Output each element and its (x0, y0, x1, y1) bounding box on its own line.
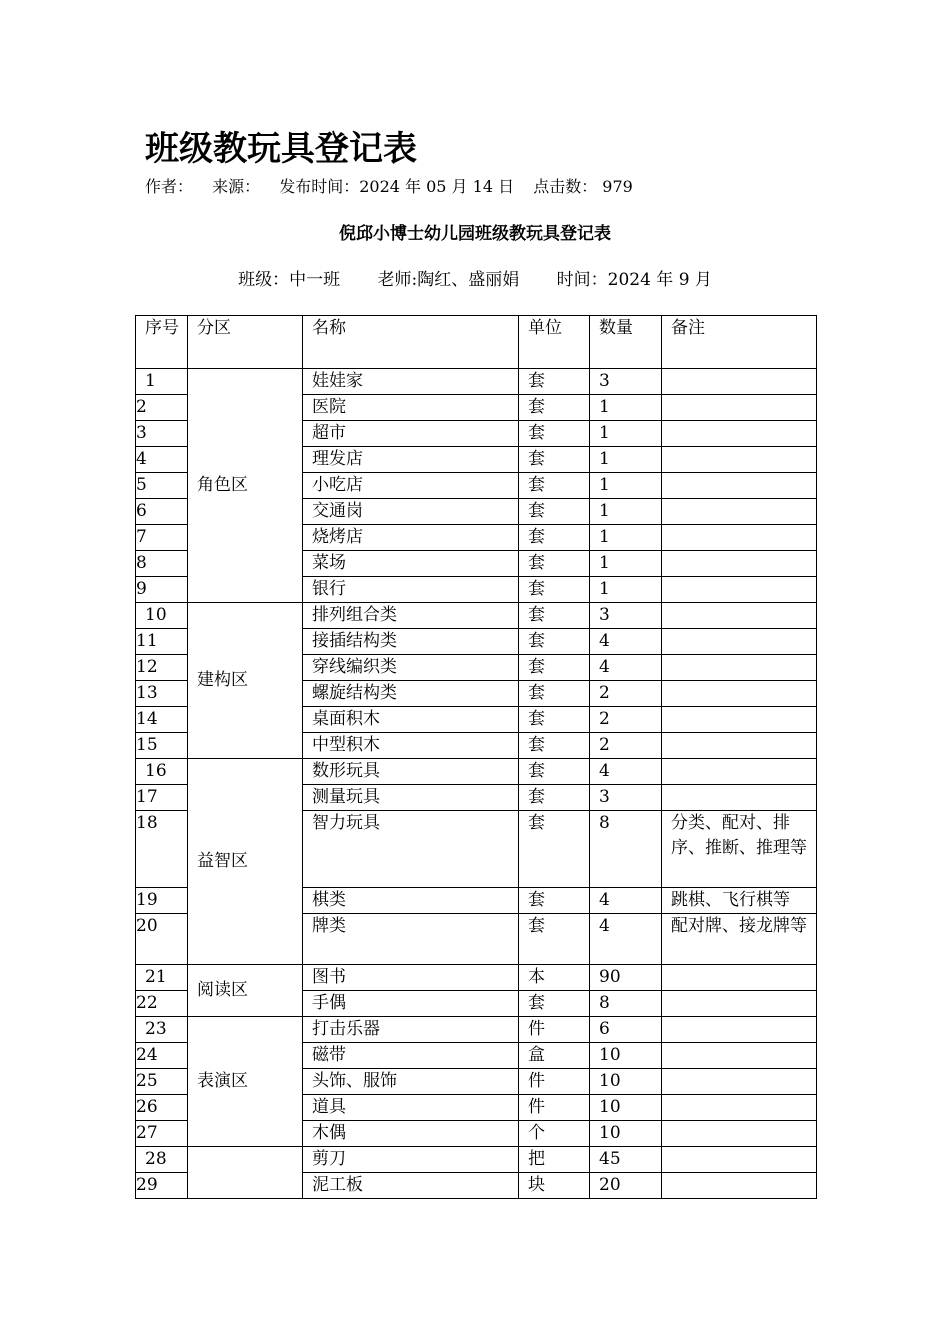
unit-cell: 套 (519, 421, 590, 447)
item-name-cell: 牌类 (303, 914, 519, 965)
serial-cell: 9 (136, 577, 188, 603)
serial-cell: 3 (136, 421, 188, 447)
serial-cell: 7 (136, 525, 188, 551)
note-cell (662, 1147, 817, 1173)
quantity-cell: 4 (590, 888, 662, 914)
teacher-label: 老师:陶红、盛丽娟 (377, 270, 520, 290)
unit-cell: 套 (519, 655, 590, 681)
note-cell (662, 785, 817, 811)
note-cell: 分类、配对、排序、推断、推理等 (662, 811, 817, 888)
zone-cell: 建构区 (188, 603, 303, 759)
serial-cell: 17 (136, 785, 188, 811)
quantity-cell: 10 (590, 1095, 662, 1121)
note-cell (662, 759, 817, 785)
quantity-cell: 1 (590, 525, 662, 551)
serial-cell: 24 (136, 1043, 188, 1069)
quantity-cell: 1 (590, 473, 662, 499)
quantity-cell: 1 (590, 447, 662, 473)
unit-cell: 套 (519, 991, 590, 1017)
quantity-cell: 4 (590, 759, 662, 785)
quantity-cell: 4 (590, 655, 662, 681)
quantity-cell: 2 (590, 733, 662, 759)
serial-cell: 19 (136, 888, 188, 914)
unit-cell: 套 (519, 577, 590, 603)
quantity-cell: 3 (590, 603, 662, 629)
page-title: 班级教玩具登记表 (145, 129, 417, 169)
item-name-cell: 手偶 (303, 991, 519, 1017)
item-name-cell: 排列组合类 (303, 603, 519, 629)
item-name-cell: 打击乐器 (303, 1017, 519, 1043)
note-cell (662, 965, 817, 991)
unit-cell: 把 (519, 1147, 590, 1173)
note-cell (662, 473, 817, 499)
item-name-cell: 棋类 (303, 888, 519, 914)
unit-cell: 套 (519, 785, 590, 811)
item-name-cell: 测量玩具 (303, 785, 519, 811)
zone-cell: 角色区 (188, 369, 303, 603)
quantity-cell: 8 (590, 991, 662, 1017)
class-info (0, 268, 950, 292)
unit-cell: 套 (519, 525, 590, 551)
unit-cell: 套 (519, 447, 590, 473)
serial-cell: 5 (136, 473, 188, 499)
serial-cell: 8 (136, 551, 188, 577)
item-name-cell: 穿线编织类 (303, 655, 519, 681)
table-row (136, 1017, 817, 1043)
note-cell (662, 577, 817, 603)
unit-cell: 盒 (519, 1043, 590, 1069)
serial-cell: 10 (136, 603, 188, 629)
zone-cell: 益智区 (188, 759, 303, 965)
quantity-cell: 1 (590, 421, 662, 447)
serial-cell: 25 (136, 1069, 188, 1095)
serial-cell: 4 (136, 447, 188, 473)
note-cell (662, 707, 817, 733)
header-note: 备注 (662, 316, 817, 369)
unit-cell: 件 (519, 1069, 590, 1095)
quantity-cell: 1 (590, 577, 662, 603)
note-cell (662, 1017, 817, 1043)
item-name-cell: 道具 (303, 1095, 519, 1121)
zone-cell: 阅读区 (188, 965, 303, 1017)
unit-cell: 套 (519, 473, 590, 499)
author-label: 作者： (145, 177, 194, 196)
serial-cell: 14 (136, 707, 188, 733)
zone-cell (188, 1147, 303, 1199)
table-row (136, 759, 817, 785)
table-body (136, 369, 817, 1199)
serial-cell: 28 (136, 1147, 188, 1173)
table-row (136, 1147, 817, 1173)
note-cell (662, 629, 817, 655)
quantity-cell: 6 (590, 1017, 662, 1043)
unit-cell: 块 (519, 1173, 590, 1199)
serial-cell: 1 (136, 369, 188, 395)
serial-cell: 18 (136, 811, 188, 888)
item-name-cell: 桌面积木 (303, 707, 519, 733)
header-quantity: 数量 (590, 316, 662, 369)
serial-cell: 15 (136, 733, 188, 759)
note-cell (662, 1095, 817, 1121)
quantity-cell: 1 (590, 395, 662, 421)
note-cell (662, 421, 817, 447)
unit-cell: 套 (519, 551, 590, 577)
item-name-cell: 中型积木 (303, 733, 519, 759)
unit-cell: 套 (519, 811, 590, 888)
note-cell (662, 1069, 817, 1095)
quantity-cell: 4 (590, 914, 662, 965)
note-cell (662, 395, 817, 421)
item-name-cell: 剪刀 (303, 1147, 519, 1173)
unit-cell: 套 (519, 707, 590, 733)
item-name-cell: 图书 (303, 965, 519, 991)
serial-cell: 21 (136, 965, 188, 991)
note-cell (662, 1043, 817, 1069)
item-name-cell: 头饰、服饰 (303, 1069, 519, 1095)
note-cell (662, 733, 817, 759)
item-name-cell: 菜场 (303, 551, 519, 577)
unit-cell: 套 (519, 629, 590, 655)
serial-cell: 16 (136, 759, 188, 785)
item-name-cell: 烧烤店 (303, 525, 519, 551)
serial-cell: 23 (136, 1017, 188, 1043)
quantity-cell: 10 (590, 1069, 662, 1095)
publish-time: 发布时间：2024 年 05 月 14 日 (279, 177, 515, 196)
note-cell (662, 655, 817, 681)
item-name-cell: 小吃店 (303, 473, 519, 499)
item-name-cell: 接插结构类 (303, 629, 519, 655)
note-cell (662, 499, 817, 525)
source-label: 来源： (212, 177, 261, 196)
zone-cell: 表演区 (188, 1017, 303, 1147)
unit-cell: 套 (519, 914, 590, 965)
header-serial: 序号 (136, 316, 188, 369)
note-cell (662, 369, 817, 395)
unit-cell: 套 (519, 369, 590, 395)
header-unit: 单位 (519, 316, 590, 369)
quantity-cell: 4 (590, 629, 662, 655)
item-name-cell: 超市 (303, 421, 519, 447)
serial-cell: 22 (136, 991, 188, 1017)
header-name: 名称 (303, 316, 519, 369)
unit-cell: 套 (519, 759, 590, 785)
note-cell (662, 991, 817, 1017)
item-name-cell: 娃娃家 (303, 369, 519, 395)
note-cell: 配对牌、接龙牌等 (662, 914, 817, 965)
unit-cell: 本 (519, 965, 590, 991)
serial-cell: 27 (136, 1121, 188, 1147)
quantity-cell: 10 (590, 1043, 662, 1069)
header-zone: 分区 (188, 316, 303, 369)
note-cell (662, 1173, 817, 1199)
quantity-cell: 8 (590, 811, 662, 888)
item-name-cell: 木偶 (303, 1121, 519, 1147)
serial-cell: 13 (136, 681, 188, 707)
unit-cell: 套 (519, 499, 590, 525)
document-heading: 倪邱小博士幼儿园班级教玩具登记表 (339, 224, 611, 244)
note-cell (662, 525, 817, 551)
quantity-cell: 3 (590, 369, 662, 395)
time-label: 时间：2024 年 9 月 (556, 270, 712, 290)
quantity-cell: 90 (590, 965, 662, 991)
table-row (136, 369, 817, 395)
serial-cell: 11 (136, 629, 188, 655)
quantity-cell: 1 (590, 551, 662, 577)
item-name-cell: 医院 (303, 395, 519, 421)
quantity-cell: 45 (590, 1147, 662, 1173)
note-cell (662, 681, 817, 707)
unit-cell: 套 (519, 733, 590, 759)
note-cell: 跳棋、飞行棋等 (662, 888, 817, 914)
click-count: 点击数： 979 (533, 177, 633, 196)
quantity-cell: 1 (590, 499, 662, 525)
unit-cell: 套 (519, 395, 590, 421)
serial-cell: 20 (136, 914, 188, 965)
item-name-cell: 理发店 (303, 447, 519, 473)
note-cell (662, 1121, 817, 1147)
item-name-cell: 数形玩具 (303, 759, 519, 785)
article-meta (145, 176, 647, 198)
unit-cell: 套 (519, 603, 590, 629)
serial-cell: 6 (136, 499, 188, 525)
quantity-cell: 2 (590, 707, 662, 733)
note-cell (662, 551, 817, 577)
quantity-cell: 2 (590, 681, 662, 707)
item-name-cell: 银行 (303, 577, 519, 603)
quantity-cell: 3 (590, 785, 662, 811)
unit-cell: 件 (519, 1017, 590, 1043)
table-row (136, 603, 817, 629)
quantity-cell: 20 (590, 1173, 662, 1199)
serial-cell: 12 (136, 655, 188, 681)
table-header-row (136, 316, 817, 369)
note-cell (662, 603, 817, 629)
item-name-cell: 交通岗 (303, 499, 519, 525)
quantity-cell: 10 (590, 1121, 662, 1147)
serial-cell: 2 (136, 395, 188, 421)
note-cell (662, 447, 817, 473)
unit-cell: 个 (519, 1121, 590, 1147)
serial-cell: 29 (136, 1173, 188, 1199)
item-name-cell: 磁带 (303, 1043, 519, 1069)
class-label: 班级：中一班 (238, 270, 341, 290)
unit-cell: 套 (519, 681, 590, 707)
unit-cell: 套 (519, 888, 590, 914)
item-name-cell: 螺旋结构类 (303, 681, 519, 707)
item-name-cell: 智力玩具 (303, 811, 519, 888)
serial-cell: 26 (136, 1095, 188, 1121)
toy-register-table (135, 315, 817, 1199)
unit-cell: 件 (519, 1095, 590, 1121)
item-name-cell: 泥工板 (303, 1173, 519, 1199)
table-row (136, 965, 817, 991)
